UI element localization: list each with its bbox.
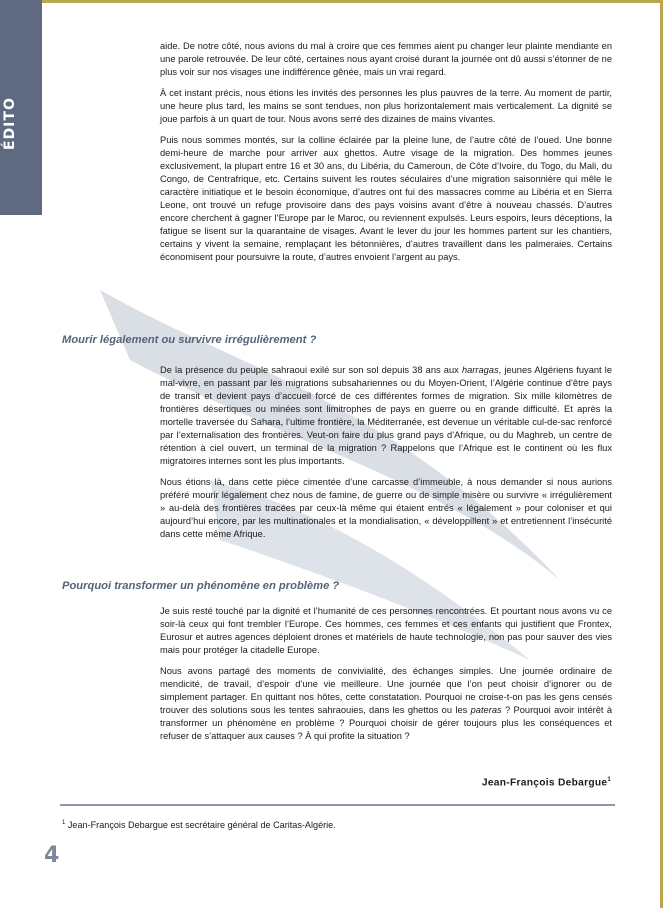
paragraph: aide. De notre côté, nous avions du mal à croire que ces femmes aient pu changer leur plainte mendiante en une parole retrouvée. De leur côté, certaines nous ayant croisé durant la journée ont dû aussi s’étonner de ne plus voir sur nos visages une indifférence gênée, mais un vrai regard. [160,41,612,77]
section-tab-label: ÉDITO [2,97,18,150]
paragraph: Puis nous sommes montés, sur la colline éclairée par la pleine lune, de l’autre côté de l’oued. Une bonne demi-heure de marche pour arriver aux ghettos. Autre visage de la migration. Des hommes jeunes exclusivement, la plupart entre 16 et 30 ans, du Libéria, du Cameroun, de Côte d’Ivoire, du Togo, du Mali, du Congo, de Centrafrique, etc. Certains suivent les routes séculaires d’une migration saisonnière qui mêle le caractère initiatique et le besoin économique, d’autres ont fui des massacres comme au Libéria et en Sierra Leone, ont trouvé un refuge provisoire dans des pays voisins avant d’être à nouveau chassés. D’autres encore cherchent à gagner l’Europe par le Maroc, ou reviennent expulsés. Leurs espoirs, leurs déceptions, la fatigue se lisent sur la quarantaine de visages. Avant le lever du jour les hommes partent sur les chantiers, certains y vivent la semaine, remplaçant les bétonnières, d’autres travaillent dans les palmeraies. Certains économisent pour poursuivre la route, d’autres envoient l’argent au pays. [160,135,612,262]
paragraph: À cet instant précis, nous étions les invités des personnes les plus pauvres de la terre. Au moment de partir, une heure plus tard, les mains se sont tendues, non plus horizontalement mais verticalement. La dignité se joue parfois à un quart de tour. Nous avons serré des dizaines de mains vivantes. [160,88,612,124]
body-block-1 [160,40,612,272]
footnote-marker: 1 [62,820,66,826]
section-heading: Mourir légalement ou survivre irrégulièrement ? [62,334,317,346]
footnote-divider [60,804,615,806]
paragraph: Nous avons partagé des moments de convivialité, des échanges simples. Une journée ordinaire de mendicité, de travail, d’espoir d’une vie meilleure. Une journée que l’on peut choisir d’ignorer ou de simplement partager. En quittant nos hôtes, cette constatation. Pourquoi ne croise-t-on pas les gens censés trouver des solutions sous les tentes sahraouies, dans les ghettos ou les pateras ? Pourquoi avoir intérêt à transformer un phénomène en problème ? Pourquoi choisir de gérer toujours plus les conséquences et refuser de s’attaquer aux causes ? À qui profite la situation ? [160,666,612,741]
footnote: $^1$ Jean-François Debargue est secrétaire général de Caritas-Algérie. [62,820,336,831]
section-tab [0,0,42,215]
footnote-marker: 1 [607,777,611,783]
body-block-3 [160,605,612,751]
paragraph: Nous étions là, dans cette pièce cimentée d’une carcasse d’immeuble, à nous demander si nous aurions préféré mourir légalement chez nous de famine, de guerre ou de simple misère ou survivre « irrégulièrement » au-delà des frontières tracées par ceux-là même qui étaient entrés « légalement » pour coloniser et qui aujourd’hui encore, par les multinationales et la mondialisation, « développillent » et entretiennent l’insécurité dans cette même Afrique. [160,477,612,539]
body-block-2 [160,364,612,549]
italic-term: pateras [470,705,502,715]
page-number: 4 [44,843,60,868]
paragraph: Je suis resté touché par la dignité et l’humanité de ces personnes rencontrées. Et pourtant nous avons vu ce soir-là ceux qui font trembler l’Europe. Ces hommes, ces femmes et ces enfants qui justifient que Frontex, Eurosur et autres agences déploient drones et matériels de haute technologie, non pas pour sauver des vies mais pour protéger la citadelle Europe. [160,606,612,655]
section-heading: Pourquoi transformer un phénomène en problème ? [62,580,340,592]
italic-term: harragas [461,365,499,375]
author-signature: Jean-François Debargue$^1$ [481,777,611,789]
paragraph: De la présence du peuple sahraoui exilé sur son sol depuis 38 ans aux harragas, jeunes Algériens fuyant le mal-vivre, en passant par les migrations subsahariennes ou du Moyen-Orient, l’Algérie continue d’être pays de transit et devient pays d’accueil forcé de ces différentes formes de migration. Six mille kilomètres de frontières désertiques ou minées sont limitrophes de pays en guerre ou en grande difficulté. Et après la mortelle traversée du Sahara, l’ultime frontière, la Méditerranée, est devenue un véritable cul-de-sac renforcé par l’externalisation des frontières. Veut-on faire du plus grand pays d’Afrique, ou du Maghreb, un centre de rétention à ciel ouvert, un terminal de la migration ? Rappelons que l’Afrique est le continent où les flux migratoires internes sont les plus importants. [160,365,613,466]
